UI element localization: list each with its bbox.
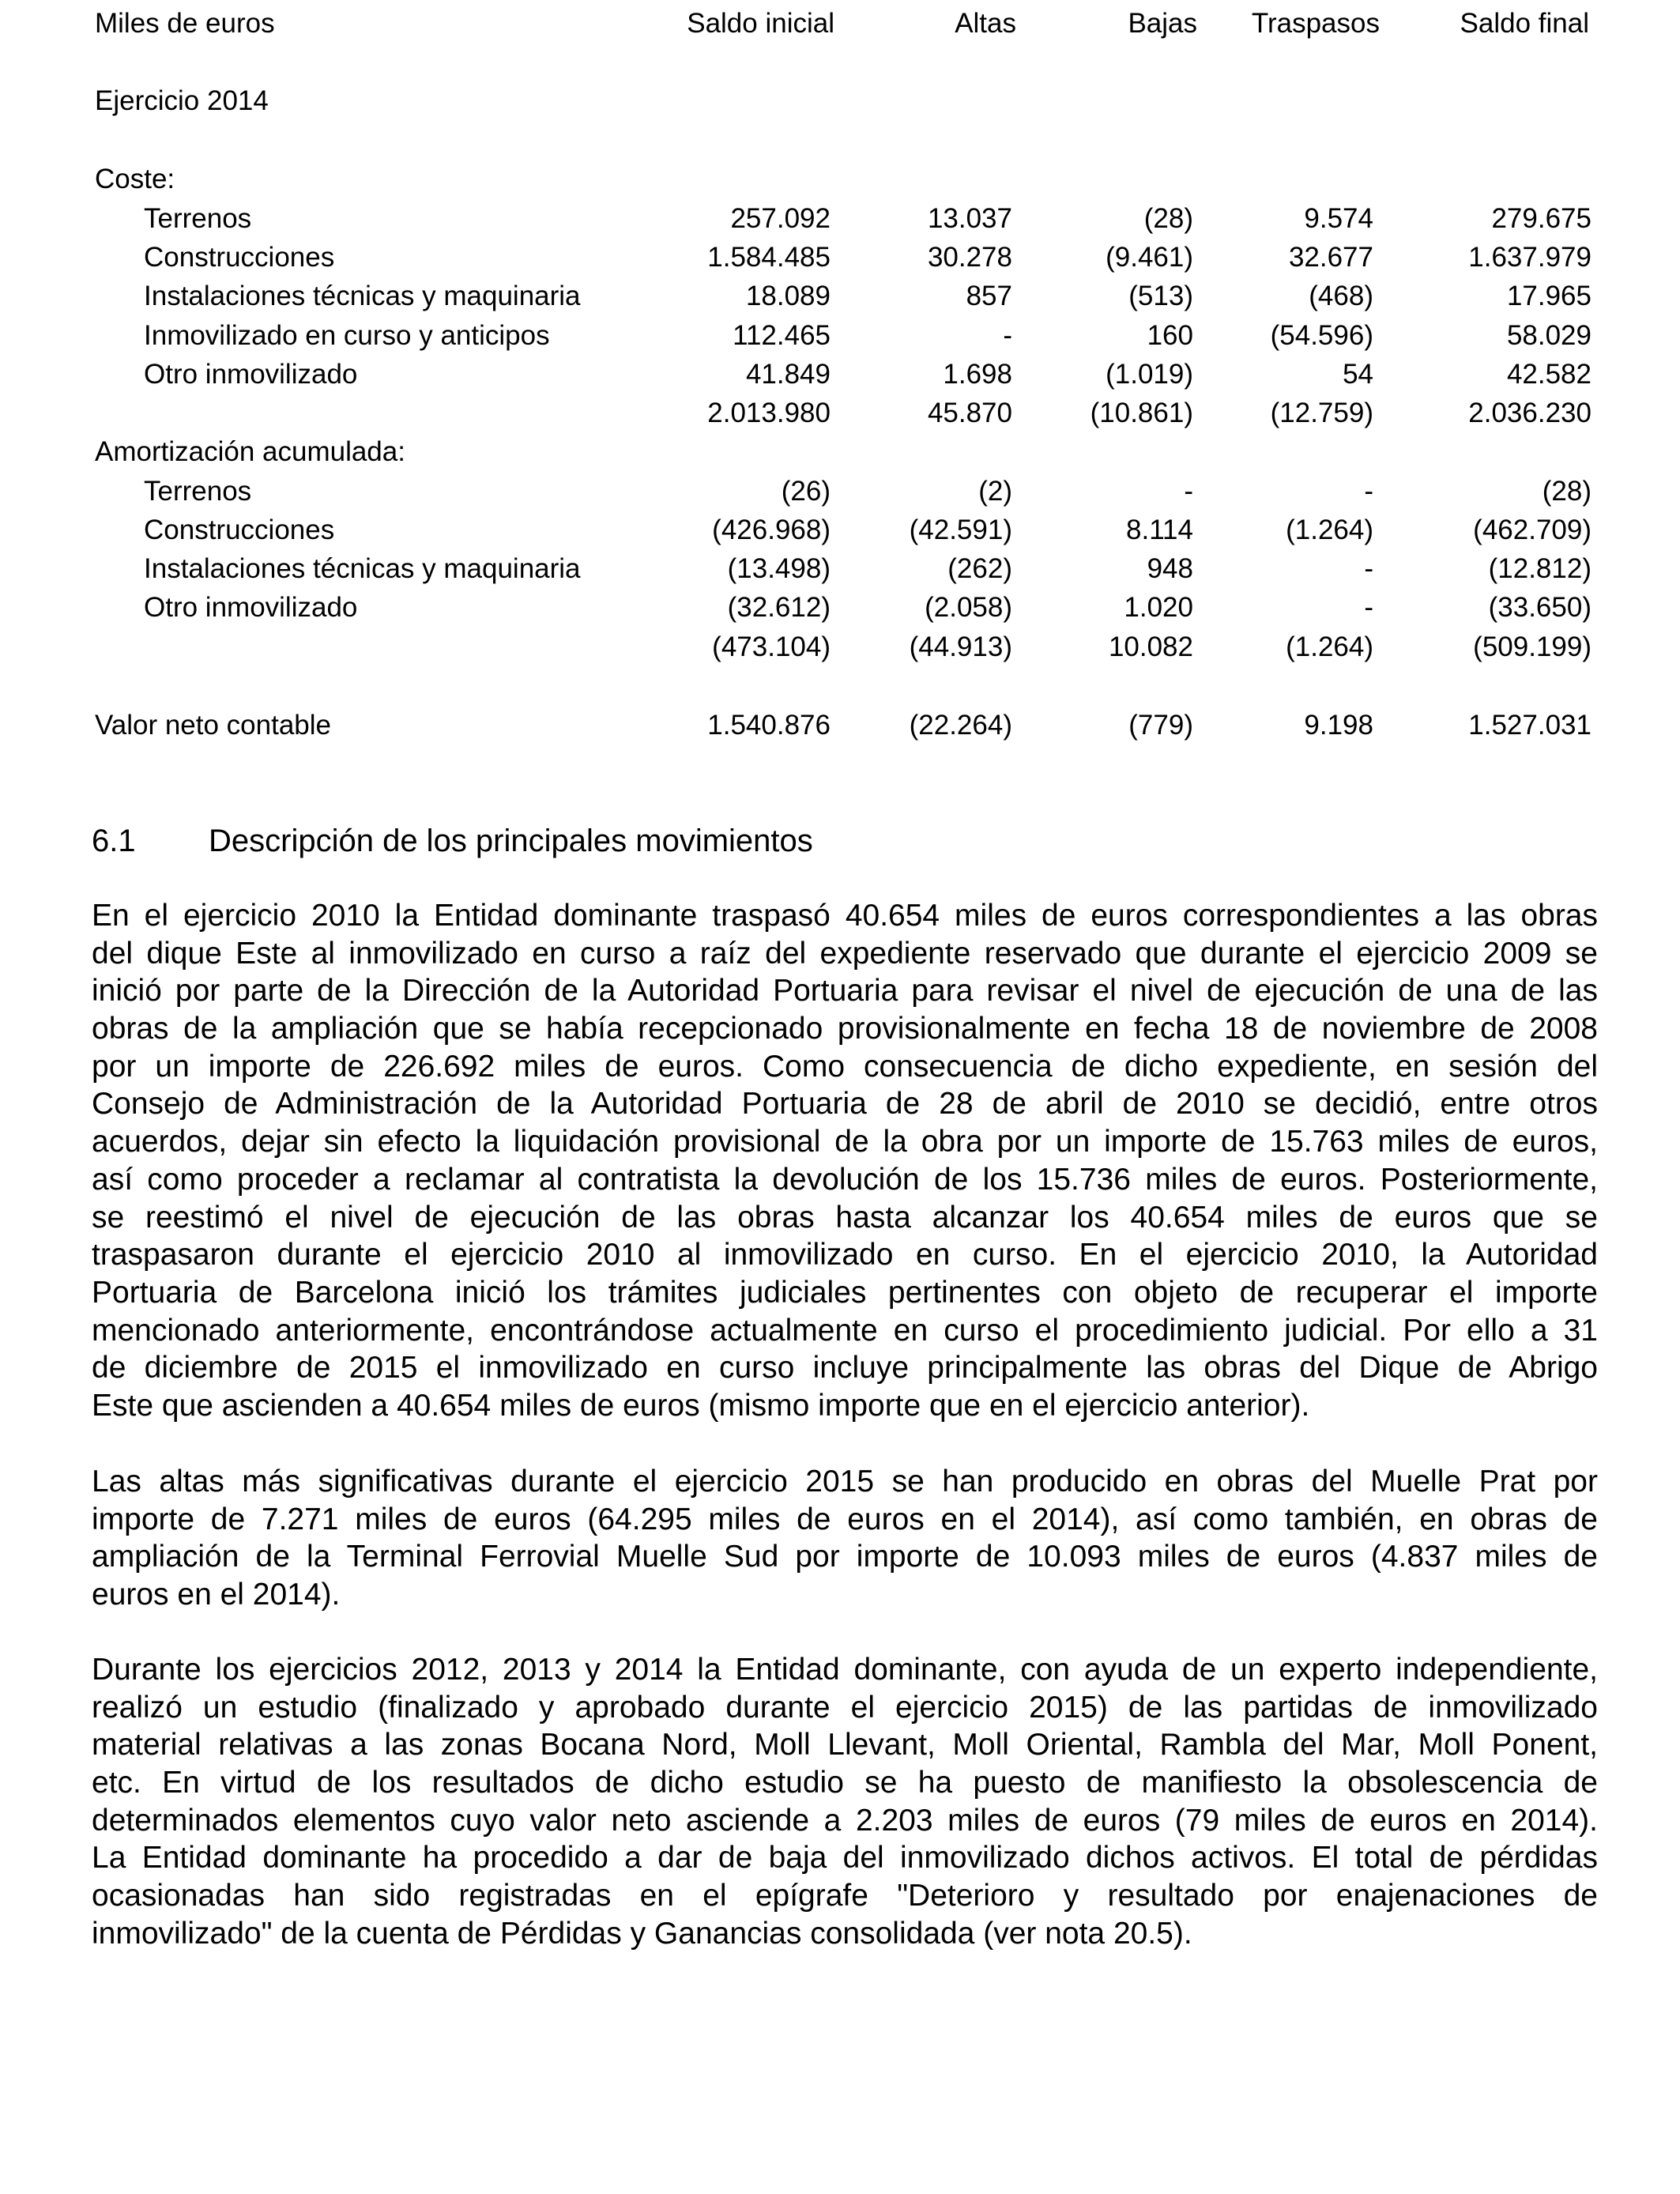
cell: (513): [1128, 281, 1193, 311]
cell: 45.870: [927, 398, 1012, 428]
table-row: [0, 474, 1680, 509]
coste-title: Coste:: [95, 164, 175, 194]
coste-total-row: [0, 396, 1680, 431]
row-label: Terrenos: [144, 203, 252, 234]
cell: 2.036.230: [1468, 398, 1591, 428]
cell: 17.965: [1506, 281, 1591, 311]
row-label: Terrenos: [144, 476, 252, 507]
table-row: [0, 590, 1680, 625]
paragraph-line: de diciembre de 2015 el inmovilizado en curso incluye principalmente las obras del Dique de Abrigo: [92, 1351, 1598, 1385]
paragraph-line: inmovilizado" de la cuenta de Pérdidas y Ganancias consolidada (ver nota 20.5).: [92, 1916, 1192, 1951]
paragraph-line: Las altas más significativas durante el ejercicio 2015 se han producido en obras del Muelle Prat por: [92, 1465, 1598, 1498]
paragraph-line: euros en el 2014).: [92, 1578, 341, 1612]
cell: 1.020: [1124, 592, 1193, 623]
year-label: Ejercicio 2014: [95, 85, 269, 116]
paragraph-line: acuerdos, dejar sin efecto la liquidación provisional de la obra por un importe de 15.763 miles de euros,: [92, 1125, 1598, 1159]
paragraph-line: obras de la ampliación que se había recepcionado provisionalmente en fecha 18 de noviembre de 2008: [92, 1012, 1598, 1046]
cell: 8.114: [1126, 515, 1193, 545]
cell: -: [1003, 320, 1012, 351]
cell: (12.812): [1488, 553, 1591, 584]
unit-label: Miles de euros: [95, 8, 275, 39]
cell: 112.465: [733, 320, 831, 351]
cell: (44.913): [909, 631, 1012, 662]
col-bajas: Bajas: [1128, 8, 1197, 39]
section-number: 6.1: [92, 824, 136, 858]
table-row: [0, 202, 1680, 236]
cell: 2.013.980: [707, 398, 831, 428]
cell: 857: [966, 281, 1012, 311]
table-row: [0, 319, 1680, 353]
cell: 18.089: [745, 281, 831, 311]
col-saldo-inicial: Saldo inicial: [687, 8, 834, 39]
paragraph-2: [92, 1463, 1598, 1614]
cell: -: [1364, 553, 1373, 584]
paragraph-3: [92, 1651, 1598, 1953]
paragraph-line: Portuaria de Barcelona inició los trámites judiciales pertinentes con objeto de recuperar el importe: [92, 1275, 1598, 1310]
row-label: Inmovilizado en curso y anticipos: [144, 320, 550, 351]
table-header: [0, 6, 1680, 41]
cell: 9.198: [1304, 710, 1373, 741]
paragraph-1: [92, 897, 1598, 1425]
paragraph-line: se reestimó el nivel de ejecución de las obras hasta alcanzar los 40.654 miles de euros que se: [92, 1200, 1598, 1235]
cell: 160: [1147, 320, 1193, 351]
cell: 9.574: [1304, 203, 1373, 234]
cell: 58.029: [1506, 320, 1591, 351]
cell: (42.591): [909, 515, 1012, 545]
col-traspasos: Traspasos: [1251, 8, 1380, 39]
row-label: Otro inmovilizado: [144, 359, 358, 390]
paragraph-line: En el ejercicio 2010 la Entidad dominante traspasó 40.654 miles de euros correspondientes a las obras: [92, 899, 1598, 933]
table-row: [0, 552, 1680, 586]
paragraph-line: La Entidad dominante ha procedido a dar de baja del inmovilizado dichos activos. El total de pérdidas: [92, 1841, 1598, 1875]
cell: -: [1184, 476, 1193, 507]
paragraph-line: Durante los ejercicios 2012, 2013 y 2014 la Entidad dominante, con ayuda de un experto independiente,: [92, 1653, 1598, 1687]
amortizacion-title: Amortización acumulada:: [95, 436, 405, 467]
row-label: Otro inmovilizado: [144, 592, 358, 623]
paragraph-line: inició por parte de la Dirección de la Autoridad Portuaria para revisar el nivel de ejecución de una de las: [92, 974, 1598, 1008]
amortizacion-total-row: [0, 630, 1680, 665]
amortizacion-title-row: [0, 435, 1680, 469]
cell: 54: [1343, 359, 1373, 390]
row-label: Construcciones: [144, 242, 335, 273]
cell: (2): [978, 476, 1012, 507]
cell: 30.278: [927, 242, 1012, 273]
cell: 1.584.485: [707, 242, 831, 273]
cell: (32.612): [727, 592, 831, 623]
cell: -: [1364, 476, 1373, 507]
cell: 32.677: [1288, 242, 1373, 273]
cell: 1.527.031: [1468, 710, 1591, 741]
cell: (10.861): [1090, 398, 1193, 428]
row-label: Construcciones: [144, 515, 335, 545]
paragraph-line: material relativas a las zonas Bocana Nord, Moll Llevant, Moll Oriental, Rambla del Mar, Moll Ponent,: [92, 1728, 1598, 1762]
paragraph-line: Este que ascienden a 40.654 miles de euros (mismo importe que en el ejercicio anterior).: [92, 1388, 1310, 1423]
cell: 279.675: [1491, 203, 1591, 234]
cell: (33.650): [1488, 592, 1591, 623]
paragraph-line: del dique Este al inmovilizado en curso a raíz del expediente reservado que durante el ejercicio 2009 se: [92, 936, 1598, 971]
cell: (28): [1542, 476, 1591, 507]
cell: (262): [947, 553, 1012, 584]
cell: (13.498): [727, 553, 831, 584]
cell: 948: [1147, 553, 1193, 584]
col-altas: Altas: [955, 8, 1016, 39]
row-label: Instalaciones técnicas y maquinaria: [144, 281, 581, 311]
paragraph-line: así como proceder a reclamar al contratista la devolución de los 15.736 miles de euros. Posteriormente,: [92, 1162, 1598, 1197]
cell: 1.637.979: [1468, 242, 1591, 273]
cell: (26): [781, 476, 831, 507]
cell: (12.759): [1270, 398, 1373, 428]
paragraph-line: Consejo de Administración de la Autoridad Portuaria de 28 de abril de 2010 se decidió, entre otros: [92, 1087, 1598, 1122]
section-title: Descripción de los principales movimientos: [209, 824, 813, 858]
year-row: [0, 84, 1680, 119]
cell: (462.709): [1473, 515, 1591, 545]
cell: 1.698: [943, 359, 1012, 390]
cell: (1.264): [1286, 515, 1373, 545]
cell: (1.019): [1106, 359, 1193, 390]
cell: -: [1364, 592, 1373, 623]
paragraph-line: importe de 7.271 miles de euros (64.295 miles de euros en el 2014), así como también, en obras de: [92, 1502, 1598, 1536]
cell: (473.104): [712, 631, 831, 662]
vnc-label: Valor neto contable: [95, 710, 332, 741]
col-saldo-final: Saldo final: [1460, 8, 1589, 39]
paragraph-line: ampliación de la Terminal Ferrovial Muelle Sud por importe de 10.093 miles de euros (4.837 miles de: [92, 1540, 1598, 1574]
paragraph-line: por un importe de 226.692 miles de euros. Como consecuencia de dicho expediente, en sesión del: [92, 1049, 1598, 1084]
cell: 41.849: [745, 359, 831, 390]
paragraph-line: mencionado anteriormente, encontrándose actualmente en curso el procedimiento judicial. Por ello a 31: [92, 1313, 1598, 1348]
cell: 42.582: [1506, 359, 1591, 390]
cell: (1.264): [1286, 631, 1373, 662]
cell: (28): [1143, 203, 1193, 234]
cell: (426.968): [712, 515, 831, 545]
cell: 257.092: [730, 203, 831, 234]
cell: (468): [1309, 281, 1373, 311]
paragraph-line: traspasaron durante el ejercicio 2010 al inmovilizado en curso. En el ejercicio 2010, la Autoridad: [92, 1238, 1598, 1272]
cell: 13.037: [927, 203, 1012, 234]
cell: (779): [1128, 710, 1193, 741]
cell: (9.461): [1106, 242, 1193, 273]
paragraph-line: determinados elementos cuyo valor neto asciende a 2.203 miles de euros (79 miles de euros en 2014).: [92, 1803, 1598, 1838]
cell: (509.199): [1473, 631, 1591, 662]
row-label: Instalaciones técnicas y maquinaria: [144, 553, 581, 584]
cell: 1.540.876: [707, 710, 831, 741]
coste-title-row: [0, 162, 1680, 197]
table-row: [0, 357, 1680, 392]
table-row: [0, 240, 1680, 275]
cell: (22.264): [909, 710, 1012, 741]
cell: (54.596): [1270, 320, 1373, 351]
cell: 10.082: [1108, 631, 1193, 662]
paragraph-line: realizó un estudio (finalizado y aprobado durante el ejercicio 2015) de las partidas de inmovilizado: [92, 1690, 1598, 1725]
table-row: [0, 279, 1680, 314]
cell: (2.058): [925, 592, 1012, 623]
paragraph-line: etc. En virtud de los resultados de dicho estudio se ha puesto de manifiesto la obsolescencia de: [92, 1766, 1598, 1800]
table-row: [0, 513, 1680, 548]
paragraph-line: ocasionadas han sido registradas en el epígrafe "Deterioro y resultado por enajenaciones de: [92, 1879, 1598, 1913]
vnc-row: [0, 708, 1680, 743]
